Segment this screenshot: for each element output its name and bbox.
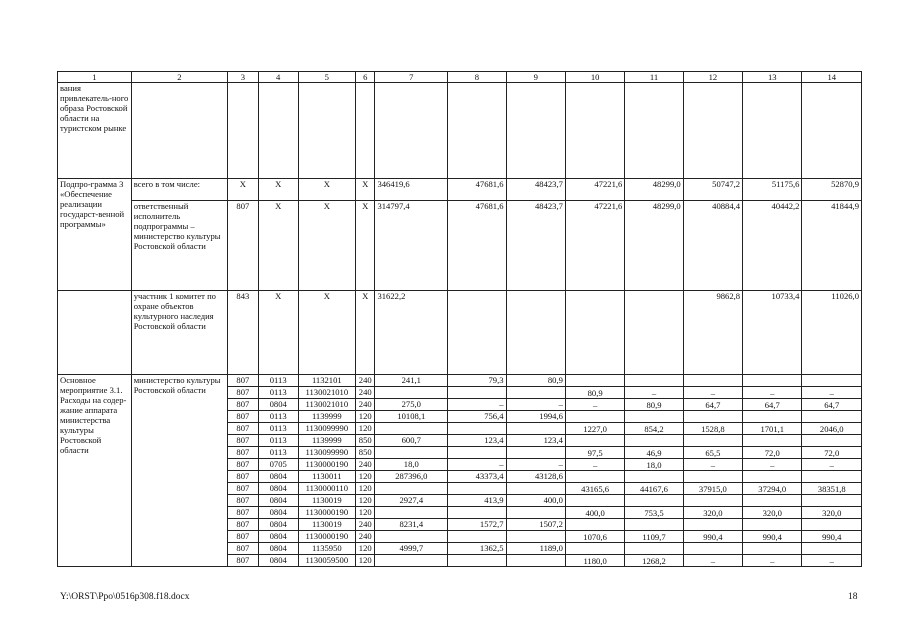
- value-cell: [375, 531, 448, 543]
- value-cell: [448, 531, 506, 543]
- value-cell: [565, 471, 624, 483]
- table-cell: [228, 83, 259, 179]
- value-cell: [625, 435, 683, 447]
- value-cell: 240: [356, 387, 375, 399]
- value-cell: 120: [356, 483, 375, 495]
- subprogram-name: Подпро-грамма 3 «Обеспечение реализации государст-венной программы»: [58, 179, 132, 291]
- value-cell: 40442,2: [743, 201, 802, 291]
- value-cell: 47221,6: [565, 179, 624, 201]
- table-cell: [356, 83, 375, 179]
- value-cell: [565, 495, 624, 507]
- value-cell: 1189,0: [506, 543, 565, 555]
- value-cell: [506, 483, 565, 495]
- value-cell: 1130099990: [298, 423, 355, 435]
- continuation-row: [58, 83, 862, 179]
- table-cell: [448, 83, 506, 179]
- value-cell: X: [298, 179, 355, 201]
- value-cell: [565, 519, 624, 531]
- value-cell: [625, 411, 683, 423]
- value-cell: 120: [356, 543, 375, 555]
- column-number: 12: [683, 72, 742, 83]
- value-cell: [683, 543, 742, 555]
- value-cell: –: [565, 399, 624, 411]
- value-cell: [448, 483, 506, 495]
- value-cell: 10733,4: [743, 291, 802, 375]
- column-number: 10: [565, 72, 624, 83]
- value-cell: 807: [228, 387, 259, 399]
- value-cell: 314797,4: [375, 201, 448, 291]
- value-cell: 72,0: [743, 447, 802, 459]
- value-cell: [683, 435, 742, 447]
- value-cell: –: [448, 399, 506, 411]
- column-number: 6: [356, 72, 375, 83]
- value-cell: 990,4: [743, 531, 802, 543]
- value-cell: 72,0: [802, 447, 862, 459]
- value-cell: 807: [228, 375, 259, 387]
- value-cell: 807: [228, 411, 259, 423]
- header-row: [58, 72, 862, 83]
- value-cell: 1227,0: [565, 423, 624, 435]
- table-cell: [743, 83, 802, 179]
- value-cell: [448, 291, 506, 375]
- value-cell: [625, 519, 683, 531]
- value-cell: X: [228, 179, 259, 201]
- value-cell: 320,0: [683, 507, 742, 519]
- value-cell: –: [743, 387, 802, 399]
- value-cell: 1130021010: [298, 399, 355, 411]
- value-cell: 807: [228, 519, 259, 531]
- value-cell: [375, 507, 448, 519]
- value-cell: [625, 375, 683, 387]
- value-cell: 37294,0: [743, 483, 802, 495]
- continued-text: вания привлекатель-ного образа Ростовской области на туристском рынке: [58, 83, 132, 179]
- value-cell: [802, 435, 862, 447]
- value-cell: 0113: [258, 447, 298, 459]
- value-cell: 1130000190: [298, 507, 355, 519]
- value-cell: 807: [228, 555, 259, 567]
- value-cell: 1132101: [298, 375, 355, 387]
- value-cell: [683, 471, 742, 483]
- value-cell: 80,9: [625, 399, 683, 411]
- value-cell: 1130021010: [298, 387, 355, 399]
- value-cell: 413,9: [448, 495, 506, 507]
- value-cell: [743, 375, 802, 387]
- participant-row: [58, 291, 862, 375]
- value-cell: 1572,7: [448, 519, 506, 531]
- value-cell: [802, 471, 862, 483]
- value-cell: 807: [228, 201, 259, 291]
- value-cell: 31622,2: [375, 291, 448, 375]
- value-cell: 1130000190: [298, 459, 355, 471]
- value-cell: [375, 387, 448, 399]
- value-cell: 0804: [258, 531, 298, 543]
- column-number: 9: [506, 72, 565, 83]
- value-cell: 48299,0: [625, 179, 683, 201]
- event-name: Основное мероприятие 3.1. Расходы на содер-жание аппарата министерства культуры Ростовской области: [58, 375, 132, 567]
- value-cell: 18,0: [625, 459, 683, 471]
- value-cell: [743, 543, 802, 555]
- value-cell: 48423,7: [506, 201, 565, 291]
- value-cell: 120: [356, 495, 375, 507]
- column-number: 7: [375, 72, 448, 83]
- budget-table: [57, 71, 862, 567]
- value-cell: 47681,6: [448, 201, 506, 291]
- value-cell: 0804: [258, 519, 298, 531]
- value-cell: 1362,5: [448, 543, 506, 555]
- value-cell: [565, 435, 624, 447]
- value-cell: [802, 519, 862, 531]
- value-cell: 1994,6: [506, 411, 565, 423]
- value-cell: 0113: [258, 375, 298, 387]
- value-cell: 1268,2: [625, 555, 683, 567]
- value-cell: 97,5: [565, 447, 624, 459]
- value-cell: 1135950: [298, 543, 355, 555]
- event-executor: министерство культуры Ростовской области: [131, 375, 227, 567]
- value-cell: 240: [356, 531, 375, 543]
- value-cell: [448, 507, 506, 519]
- value-cell: 0113: [258, 387, 298, 399]
- page-number: 18: [848, 592, 858, 602]
- row-label: участник 1 комитет по охране объектов культурного наследия Ростовской области: [131, 291, 227, 375]
- value-cell: [802, 375, 862, 387]
- value-cell: 1180,0: [565, 555, 624, 567]
- value-cell: 80,9: [506, 375, 565, 387]
- value-cell: 0804: [258, 555, 298, 567]
- value-cell: [506, 531, 565, 543]
- value-cell: 8231,4: [375, 519, 448, 531]
- value-cell: 990,4: [802, 531, 862, 543]
- value-cell: [506, 387, 565, 399]
- value-cell: 240: [356, 375, 375, 387]
- value-cell: 1130019: [298, 495, 355, 507]
- value-cell: X: [356, 291, 375, 375]
- value-cell: [683, 411, 742, 423]
- value-cell: –: [802, 555, 862, 567]
- value-cell: –: [743, 555, 802, 567]
- value-cell: 346419,6: [375, 179, 448, 201]
- table-cell: [375, 83, 448, 179]
- value-cell: 1139999: [298, 435, 355, 447]
- value-cell: 807: [228, 531, 259, 543]
- value-cell: 9862,8: [683, 291, 742, 375]
- value-cell: 753,5: [625, 507, 683, 519]
- value-cell: 240: [356, 399, 375, 411]
- value-cell: 40884,4: [683, 201, 742, 291]
- value-cell: 807: [228, 543, 259, 555]
- value-cell: 241,1: [375, 375, 448, 387]
- value-cell: 120: [356, 423, 375, 435]
- value-cell: 240: [356, 459, 375, 471]
- value-cell: 123,4: [506, 435, 565, 447]
- value-cell: 47221,6: [565, 201, 624, 291]
- value-cell: 48423,7: [506, 179, 565, 201]
- subprogram-total-row: [58, 179, 862, 201]
- value-cell: 2927,4: [375, 495, 448, 507]
- value-cell: 46,9: [625, 447, 683, 459]
- table-cell: [683, 83, 742, 179]
- value-cell: 2046,0: [802, 423, 862, 435]
- table-cell: [625, 83, 683, 179]
- value-cell: 275,0: [375, 399, 448, 411]
- value-cell: [375, 483, 448, 495]
- value-cell: 320,0: [802, 507, 862, 519]
- value-cell: 756,4: [448, 411, 506, 423]
- value-cell: [802, 495, 862, 507]
- value-cell: 51175,6: [743, 179, 802, 201]
- value-cell: [565, 291, 624, 375]
- column-number: 1: [58, 72, 132, 83]
- value-cell: 1109,7: [625, 531, 683, 543]
- table-cell: [298, 83, 355, 179]
- value-cell: 807: [228, 423, 259, 435]
- value-cell: –: [802, 387, 862, 399]
- value-cell: 18,0: [375, 459, 448, 471]
- table-cell: [565, 83, 624, 179]
- value-cell: 120: [356, 507, 375, 519]
- value-cell: [683, 495, 742, 507]
- footer-file-path: Y:\ORST\Ppo\0516p308.f18.docx: [60, 592, 190, 602]
- value-cell: [625, 291, 683, 375]
- value-cell: –: [506, 399, 565, 411]
- value-cell: –: [683, 555, 742, 567]
- value-cell: X: [356, 201, 375, 291]
- value-cell: 38351,8: [802, 483, 862, 495]
- value-cell: 287396,0: [375, 471, 448, 483]
- value-cell: 990,4: [683, 531, 742, 543]
- value-cell: 843: [228, 291, 259, 375]
- value-cell: 807: [228, 435, 259, 447]
- column-number: 13: [743, 72, 802, 83]
- value-cell: 120: [356, 555, 375, 567]
- value-cell: X: [298, 201, 355, 291]
- value-cell: [683, 375, 742, 387]
- value-cell: 37915,0: [683, 483, 742, 495]
- value-cell: 43165,6: [565, 483, 624, 495]
- value-cell: 43128,6: [506, 471, 565, 483]
- row-label: всего в том числе:: [131, 179, 227, 201]
- value-cell: X: [258, 179, 298, 201]
- value-cell: 0804: [258, 507, 298, 519]
- value-cell: –: [448, 459, 506, 471]
- value-cell: [506, 447, 565, 459]
- column-number: 14: [802, 72, 862, 83]
- value-cell: 64,7: [802, 399, 862, 411]
- column-number: 2: [131, 72, 227, 83]
- value-cell: 1130059500: [298, 555, 355, 567]
- value-cell: 400,0: [506, 495, 565, 507]
- value-cell: [448, 555, 506, 567]
- value-cell: 47681,6: [448, 179, 506, 201]
- value-cell: [565, 375, 624, 387]
- table-body: [58, 72, 862, 567]
- value-cell: 807: [228, 483, 259, 495]
- value-cell: 0705: [258, 459, 298, 471]
- value-cell: 0804: [258, 399, 298, 411]
- value-cell: –: [802, 459, 862, 471]
- value-cell: 850: [356, 435, 375, 447]
- value-cell: [743, 519, 802, 531]
- value-cell: 1139999: [298, 411, 355, 423]
- value-cell: [375, 555, 448, 567]
- value-cell: 0804: [258, 471, 298, 483]
- value-cell: 120: [356, 411, 375, 423]
- value-cell: 1130019: [298, 519, 355, 531]
- row-label: ответственный исполнитель подпрограммы – министерство культуры Ростовской области: [131, 201, 227, 291]
- value-cell: 43373,4: [448, 471, 506, 483]
- value-cell: 0804: [258, 543, 298, 555]
- value-cell: 1130099990: [298, 447, 355, 459]
- value-cell: X: [258, 291, 298, 375]
- value-cell: 64,7: [683, 399, 742, 411]
- value-cell: 52870,9: [802, 179, 862, 201]
- value-cell: [448, 447, 506, 459]
- value-cell: 79,3: [448, 375, 506, 387]
- value-cell: [565, 411, 624, 423]
- value-cell: 850: [356, 447, 375, 459]
- value-cell: 41844,9: [802, 201, 862, 291]
- value-cell: –: [565, 459, 624, 471]
- value-cell: 50747,2: [683, 179, 742, 201]
- value-cell: 807: [228, 399, 259, 411]
- column-number: 5: [298, 72, 355, 83]
- column-number: 3: [228, 72, 259, 83]
- value-cell: [743, 411, 802, 423]
- value-cell: 10108,1: [375, 411, 448, 423]
- value-cell: 1070,6: [565, 531, 624, 543]
- value-cell: [683, 519, 742, 531]
- value-cell: 1130011: [298, 471, 355, 483]
- value-cell: –: [683, 387, 742, 399]
- value-cell: 65,5: [683, 447, 742, 459]
- value-cell: –: [743, 459, 802, 471]
- value-cell: X: [298, 291, 355, 375]
- value-cell: 400,0: [565, 507, 624, 519]
- value-cell: [743, 435, 802, 447]
- value-cell: 1130000110: [298, 483, 355, 495]
- value-cell: [565, 543, 624, 555]
- value-cell: [625, 471, 683, 483]
- executor-row: [58, 201, 862, 291]
- value-cell: [743, 471, 802, 483]
- value-cell: 0113: [258, 423, 298, 435]
- table-cell: [506, 83, 565, 179]
- table-cell: [802, 83, 862, 179]
- value-cell: 0113: [258, 411, 298, 423]
- value-cell: 1528,8: [683, 423, 742, 435]
- value-cell: 80,9: [565, 387, 624, 399]
- table-cell: [58, 291, 132, 375]
- value-cell: 807: [228, 495, 259, 507]
- value-cell: 48299,0: [625, 201, 683, 291]
- value-cell: [448, 387, 506, 399]
- value-cell: 4999,7: [375, 543, 448, 555]
- value-cell: 854,2: [625, 423, 683, 435]
- value-cell: [506, 291, 565, 375]
- value-cell: [625, 495, 683, 507]
- value-cell: 600,7: [375, 435, 448, 447]
- value-cell: 1701,1: [743, 423, 802, 435]
- value-cell: 807: [228, 459, 259, 471]
- value-cell: 807: [228, 471, 259, 483]
- value-cell: [802, 411, 862, 423]
- value-cell: [375, 447, 448, 459]
- value-cell: 11026,0: [802, 291, 862, 375]
- value-cell: 123,4: [448, 435, 506, 447]
- value-cell: 240: [356, 519, 375, 531]
- value-cell: –: [683, 459, 742, 471]
- value-cell: [743, 495, 802, 507]
- value-cell: 0804: [258, 483, 298, 495]
- value-cell: –: [506, 459, 565, 471]
- value-cell: 1507,2: [506, 519, 565, 531]
- value-cell: 807: [228, 447, 259, 459]
- column-number: 8: [448, 72, 506, 83]
- value-cell: [448, 423, 506, 435]
- value-cell: X: [258, 201, 298, 291]
- value-cell: [506, 555, 565, 567]
- value-cell: [802, 543, 862, 555]
- value-cell: X: [356, 179, 375, 201]
- value-cell: –: [625, 387, 683, 399]
- column-number: 4: [258, 72, 298, 83]
- value-cell: 44167,6: [625, 483, 683, 495]
- value-cell: 0113: [258, 435, 298, 447]
- value-cell: 807: [228, 507, 259, 519]
- value-cell: [625, 543, 683, 555]
- table-cell: [258, 83, 298, 179]
- table-cell: [131, 83, 227, 179]
- value-cell: [375, 423, 448, 435]
- value-cell: 120: [356, 471, 375, 483]
- value-cell: 64,7: [743, 399, 802, 411]
- value-cell: [506, 507, 565, 519]
- column-number: 11: [625, 72, 683, 83]
- value-cell: 0804: [258, 495, 298, 507]
- value-cell: 1130000190: [298, 531, 355, 543]
- event-row: [58, 375, 862, 387]
- value-cell: 320,0: [743, 507, 802, 519]
- value-cell: [506, 423, 565, 435]
